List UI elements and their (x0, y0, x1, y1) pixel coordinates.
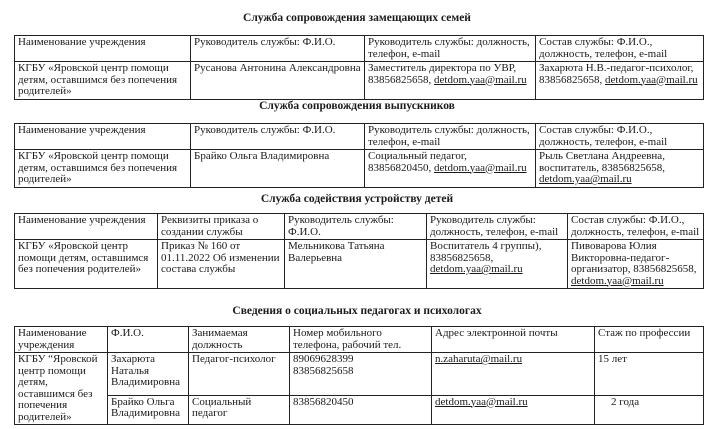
header-staff: Состав службы: Ф.И.О., должность, телефон, e-mail (536, 36, 704, 62)
cell-position: Педагог-психолог (189, 353, 290, 396)
header-email: Адрес электронной почты (432, 327, 595, 353)
cell-name: Захарюта Наталья Владимировна (108, 353, 189, 396)
cell-head-name: Брайко Ольга Владимировна (191, 150, 365, 188)
header-staff: Состав службы: Ф.И.О., должность, телефон, e-mail (536, 124, 704, 150)
contact-text: Социальный педагог, 83856820450, (368, 150, 467, 174)
cell-staff (568, 240, 704, 289)
cell-head-name: Русанова Антонина Александровна (191, 62, 365, 100)
table-row (15, 62, 704, 100)
phone-work: 83856825658 (293, 364, 354, 377)
staff-text: Рыль Светлана Андреевна, воспитатель, 83856825658, (539, 150, 666, 174)
email-link[interactable]: detdom.yaa@mail.ru (434, 73, 527, 86)
email-link[interactable]: detdom.yaa@mail.ru (435, 395, 528, 408)
cell-institution: КГБУ «Яровской центр помощи детям, оставшимся без попечения родителей» (15, 240, 158, 289)
email-link[interactable]: detdom.yaa@mail.ru (430, 263, 523, 275)
table-header-row (15, 214, 704, 240)
cell-institution: КГБУ “Яровской центр помощи детям, оставшимся без попечения родителей» (15, 353, 108, 425)
table-header-row (15, 36, 704, 62)
contact-text: Воспитатель 4 группы), 83856825658, (430, 240, 542, 264)
section-title-foster-families: Служба сопровождения замещающих семей (243, 12, 471, 24)
cell-institution: КГБУ «Яровской центр помощи детям, оставшимся без попечения родителей» (15, 62, 191, 100)
cell-position: Социальный педагог (189, 395, 290, 424)
table-header-row (15, 124, 704, 150)
cell-staff (536, 150, 704, 188)
cell-head-contact (427, 240, 568, 289)
header-phone: Номер мобильного телефона, рабочий тел. (290, 327, 432, 353)
cell-order: Приказ № 160 от 01.11.2022 Об изменении состава службы (158, 240, 285, 289)
foster-families-table (14, 35, 704, 100)
email-link[interactable]: detdom.yaa@mail.ru (434, 161, 527, 174)
staff-text: Пивоварова Юлия Викторовна-педагог-организатор, 83856825658, (571, 240, 697, 275)
header-head-name: Руководитель службы: Ф.И.О. (191, 124, 365, 150)
header-institution: Наименование учреждения (15, 327, 108, 353)
cell-head-contact (365, 150, 536, 188)
phone-mobile: 83856820450 (293, 395, 354, 408)
email-link[interactable]: detdom.yaa@mail.ru (571, 274, 664, 287)
table-row (15, 240, 704, 289)
header-head-contact: Руководитель службы: должность, телефон, e-mail (365, 124, 536, 150)
header-head-name: Руководитель службы: Ф.И.О. (285, 214, 427, 240)
section-title-specialists: Сведения о социальных педагогах и психологах (232, 305, 482, 317)
staff-text: Захарюта Н.В.-педагог-психолог, 83856825658, (539, 62, 694, 86)
phone-mobile: 89069628399 (293, 353, 354, 365)
section-title-placement: Служба содействия устройству детей (260, 193, 454, 205)
header-experience: Стаж по профессии (595, 327, 704, 353)
header-head-contact: Руководитель службы: должность, телефон, e-mail (427, 214, 568, 240)
cell-head-contact (365, 62, 536, 100)
header-institution: Наименование учреждения (15, 214, 158, 240)
graduates-table (14, 123, 704, 188)
placement-table (14, 213, 704, 289)
cell-name: Брайко Ольга Владимировна (108, 395, 189, 424)
email-link[interactable]: detdom.yaa@mail.ru (605, 73, 698, 86)
email-link[interactable]: n.zaharuta@mail.ru (435, 353, 523, 365)
header-head-name: Руководитель службы: Ф.И.О. (191, 36, 365, 62)
cell-institution: КГБУ «Яровской центр помощи детям, оставшимся без попечения родителей» (15, 150, 191, 188)
header-institution: Наименование учреждения (15, 124, 191, 150)
table-header-row (15, 327, 704, 353)
header-order: Реквизиты приказа о создании службы (158, 214, 285, 240)
cell-email (432, 395, 595, 424)
table-row (15, 150, 704, 188)
cell-experience: 15 лет (595, 353, 704, 396)
header-institution: Наименование учреждения (15, 36, 191, 62)
cell-head-name: Мельникова Татьяна Валерьевна (285, 240, 427, 289)
cell-phone (290, 353, 432, 396)
section-title-graduates: Служба сопровождения выпускников (259, 100, 455, 112)
table-row (15, 353, 704, 396)
email-link[interactable]: detdom.yaa@mail.ru (539, 173, 632, 185)
cell-phone (290, 395, 432, 424)
header-name: Ф.И.О. (108, 327, 189, 353)
header-head-contact: Руководитель службы: должность, телефон, e-mail (365, 36, 536, 62)
header-staff: Состав службы: Ф.И.О., должность, телефон, e-mail (568, 214, 704, 240)
cell-experience: 2 года (595, 395, 704, 424)
header-position: Занимаемая должность (189, 327, 290, 353)
cell-email (432, 353, 595, 396)
contact-text: Заместитель директора по УВР, 83856825658, (368, 62, 517, 86)
cell-staff (536, 62, 704, 100)
table-row (15, 395, 704, 424)
specialists-table (14, 326, 704, 425)
